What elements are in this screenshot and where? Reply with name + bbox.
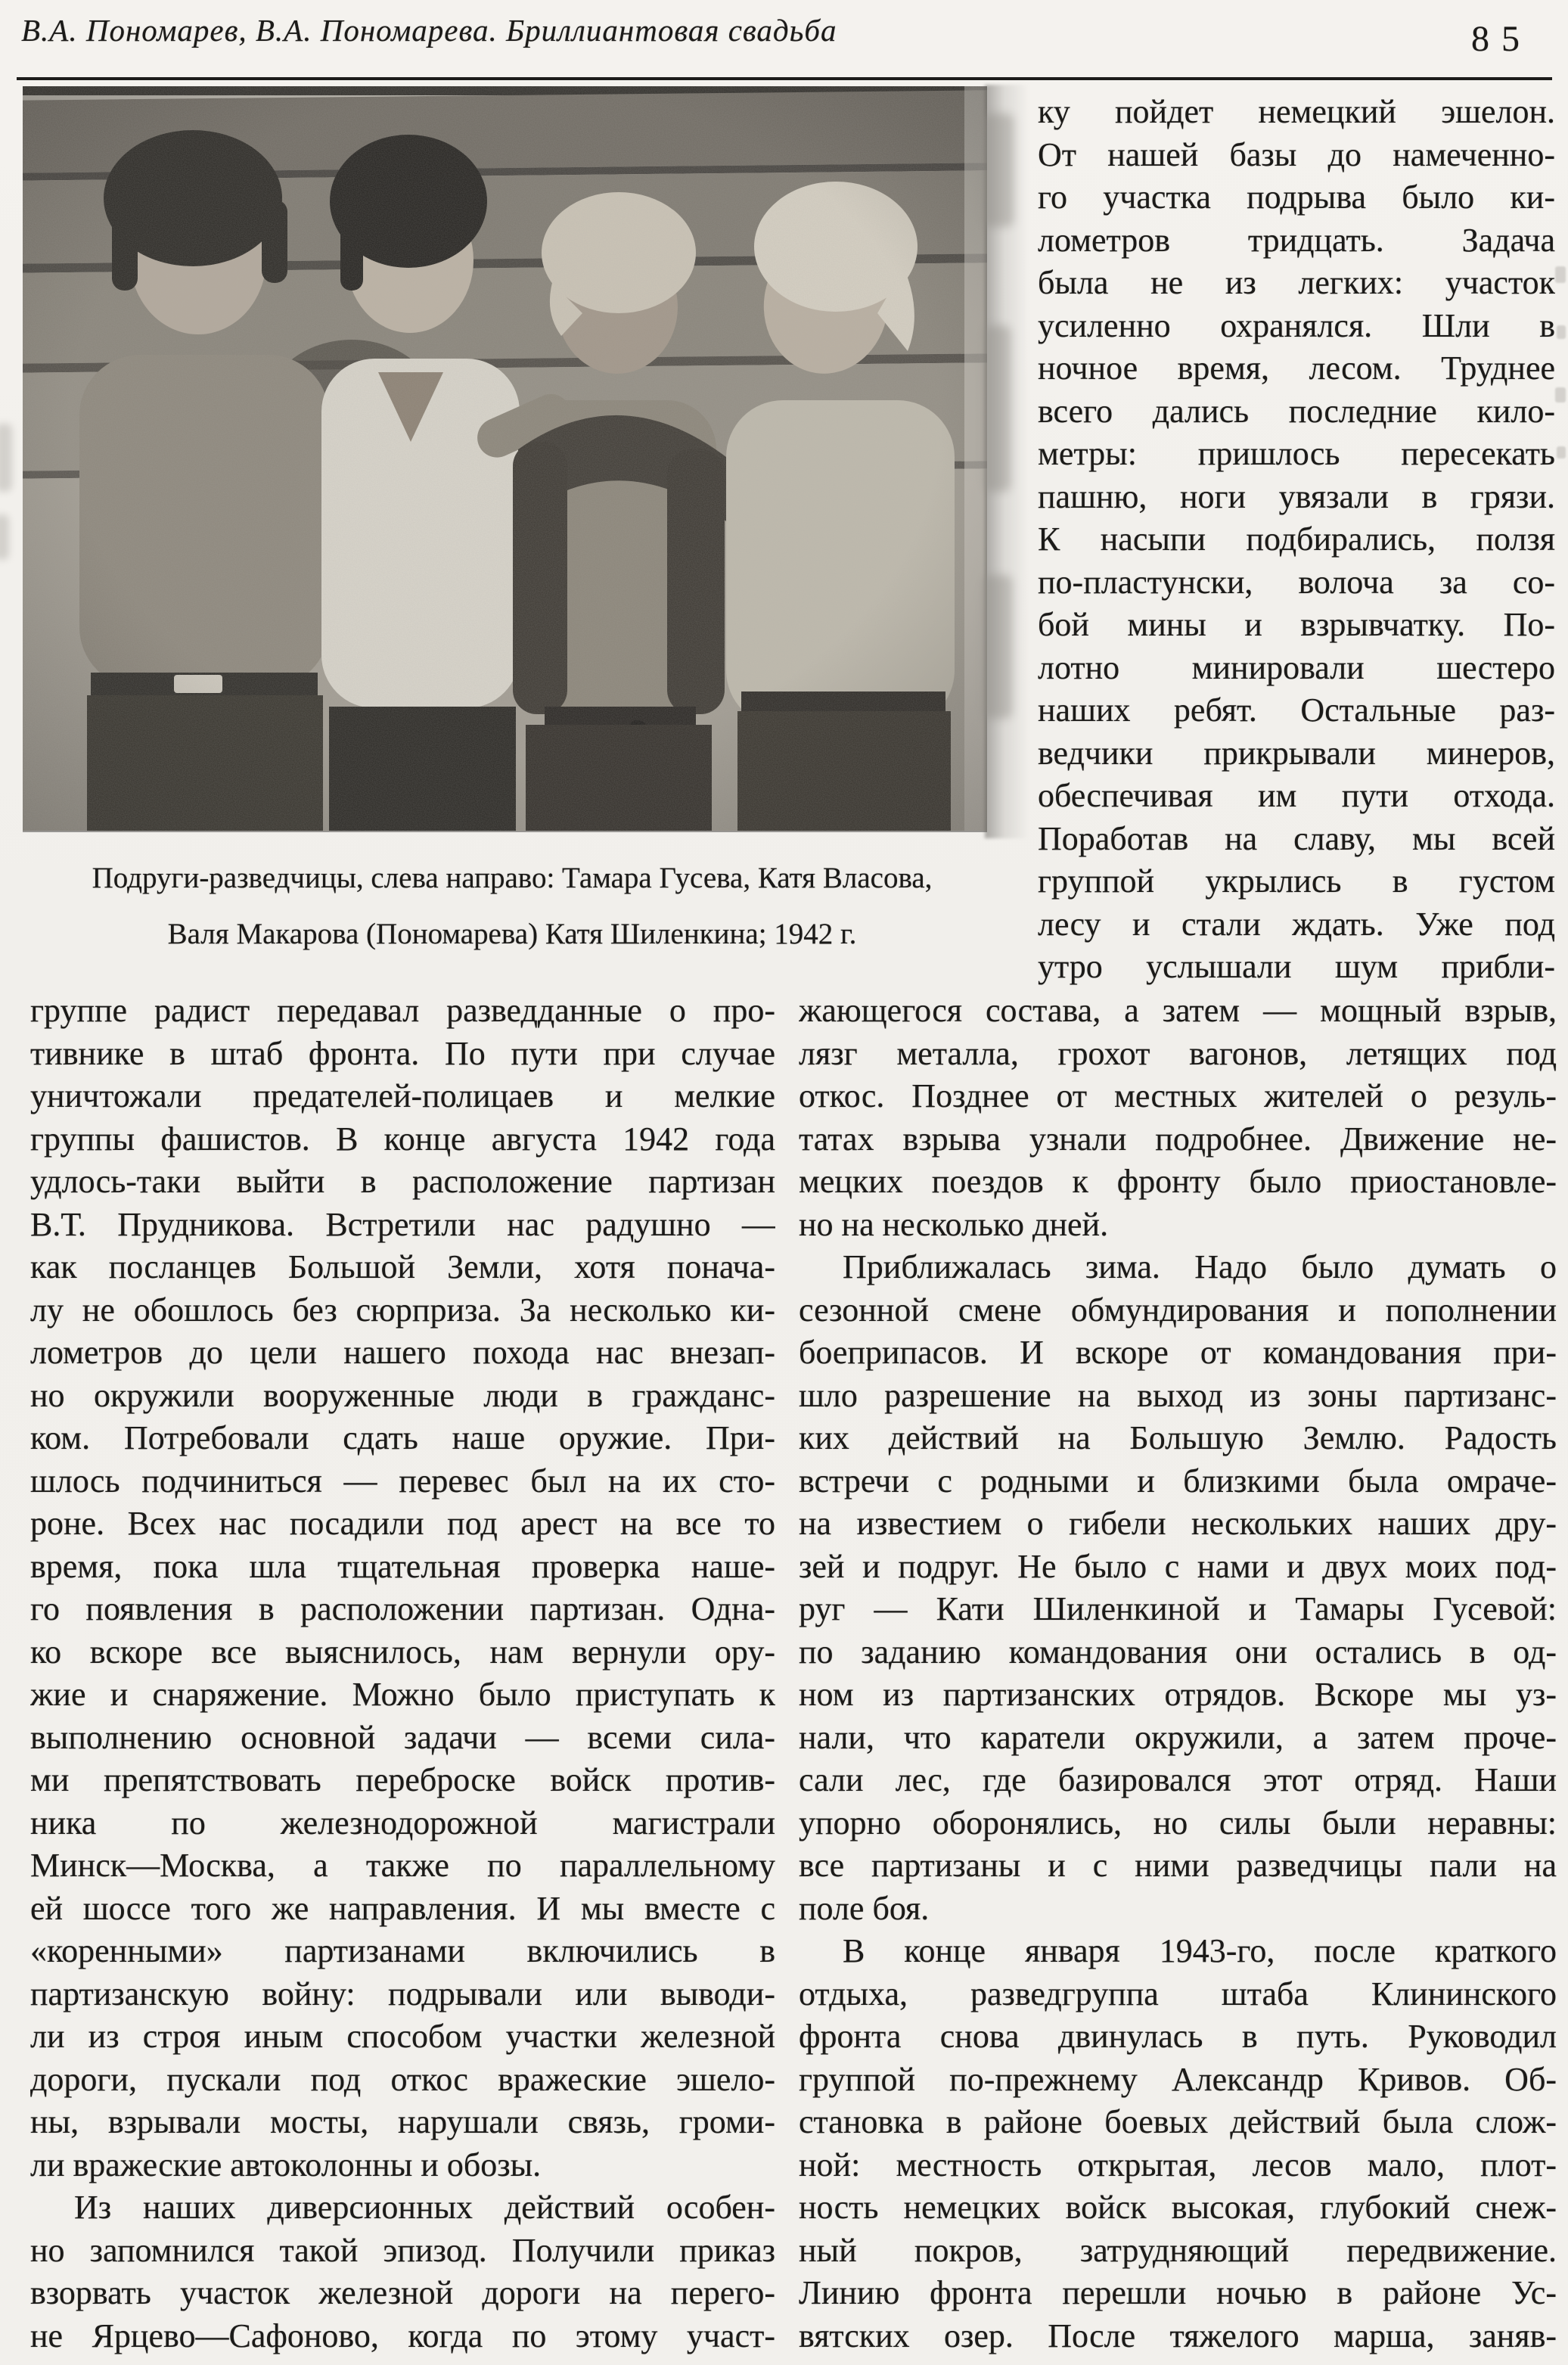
paragraph [30, 990, 775, 2186]
text-line: на известием о гибели нескольких наших дру- [799, 1505, 1557, 1542]
scan-artifact [1557, 325, 1566, 339]
photo [23, 86, 987, 831]
paragraph [30, 2186, 775, 2357]
text-line: ночное время, лесом. Труднее [1038, 350, 1555, 387]
text-line: сезонной смене обмундирования и пополнении [799, 1291, 1557, 1329]
photo-caption [27, 850, 997, 962]
text-line: ны, взрывали мосты, нарушали связь, громи- [30, 2103, 775, 2140]
text-line: тивнике в штаб фронта. По пути при случае [30, 1034, 775, 1072]
text-line: роне. Всех нас посадили под арест на все то [30, 1505, 775, 1542]
text-line: время, пока шла тщательная проверка наше- [30, 1547, 775, 1585]
text-line: го появления в расположении партизан. Одна- [30, 1590, 775, 1627]
text-line: упорно оборонялись, но силы были неравны: [799, 1804, 1557, 1841]
text-line: метры: пришлось пересекать [1038, 435, 1555, 472]
text-line: ком. Потребовали сдать наше оружие. При- [30, 1419, 775, 1456]
text-line: ность немецких войск высокая, глубокий снеж- [799, 2189, 1557, 2226]
scan-artifact [983, 113, 1014, 227]
text-line: но окружили вооруженные люди в гражданс- [30, 1376, 775, 1414]
text-line: шлось подчиниться — перевес был на их сто- [30, 1462, 775, 1499]
text-line: К насыпи подбирались, ползя [1038, 521, 1555, 558]
text-line: ких действий на Большую Землю. Радость [799, 1419, 1557, 1456]
text-line: лометров тридцать. Задача [1038, 221, 1555, 259]
text-line: В.Т. Прудникова. Встретили нас радушно — [30, 1205, 775, 1243]
text-line: партизанскую войну: подрывали или выводи- [30, 1975, 775, 2012]
paragraph [799, 1930, 1557, 2357]
text-line: мецких поездов к фронту было приостановле- [799, 1163, 1557, 1200]
text-line: но на несколько дней. [799, 1205, 1109, 1243]
text-line: жие и снаряжение. Можно было приступать к [30, 1676, 775, 1713]
text-line: не Ярцево—Сафоново, когда по этому участ- [30, 2317, 775, 2354]
text-line: все партизаны и с ними разведчицы пали на [799, 1847, 1557, 1884]
paragraph [799, 990, 1557, 1246]
column-left [30, 990, 775, 2357]
text-line: лу не обошлось без сюрприза. За несколько ки- [30, 1291, 775, 1329]
scan-artifact [0, 424, 12, 492]
text-line: ном из партизанских отрядов. Вскоре мы уз- [799, 1676, 1557, 1713]
page-number: 85 [1471, 19, 1532, 59]
text-line: ной: местность открытая, лесов мало, плот- [799, 2146, 1557, 2183]
text-line: уничтожали предателей-полицаев и мелкие [30, 1077, 775, 1114]
text-line: пашню, ноги увязали в грязи. [1038, 477, 1555, 515]
text-line: В конце января 1943-го, после краткого [843, 1932, 1557, 1969]
text-line: Приближалась зима. Надо было думать о [843, 1248, 1557, 1285]
text-line: сали лес, где базировался этот отряд. Наши [799, 1761, 1557, 1798]
text-line: ведчики прикрывали минеров, [1038, 734, 1555, 772]
text-line: группой укрылись в густом [1038, 862, 1555, 900]
text-line: встречи с родными и близкими была омраче- [799, 1462, 1557, 1499]
scan-artifact [983, 575, 1012, 719]
text-line: ный покров, затрудняющий передвижение. [799, 2231, 1557, 2269]
partisan-women-photo [23, 86, 987, 831]
scan-artifact [1555, 387, 1566, 402]
text-line: От нашей базы до намеченно- [1038, 135, 1555, 173]
text-line: была не из легких: участок [1038, 264, 1555, 301]
text-line: ко вскоре все выяснилось, нам вернули ору- [30, 1633, 775, 1670]
text-line: становка в районе боевых действий была слож- [799, 2103, 1557, 2140]
text-line: выполнению основной задачи — всеми сила- [30, 1718, 775, 1756]
text-line: Минск—Москва, а также по параллельному [30, 1847, 775, 1884]
text-line: боеприпасов. И вскоре от командования при- [799, 1334, 1557, 1371]
scan-artifact [1555, 266, 1566, 283]
text-line: лязг металла, грохот вагонов, летящих под [799, 1034, 1557, 1072]
scan-artifact [985, 325, 1011, 492]
column-right-wide [799, 990, 1557, 2357]
header-rule [17, 77, 1552, 80]
text-line: лометров до цели нашего похода нас внезап- [30, 1334, 775, 1371]
text-line: Поработав на славу, мы всей [1038, 819, 1555, 857]
text-line: группы фашистов. В конце августа 1942 года [30, 1120, 775, 1158]
text-line: утро услышали шум прибли- [1038, 948, 1555, 985]
text-line: дороги, пускали под откос вражеские эшело- [30, 2060, 775, 2098]
text-line: го участка подрыва было ки- [1038, 179, 1555, 216]
text-line: «коренными» партизанами включились в [30, 1932, 775, 1969]
text-line: откос. Позднее от местных жителей о резуль- [799, 1077, 1557, 1114]
text-line: удлось-таки выйти в расположение партизан [30, 1163, 775, 1200]
text-line: жающегося состава, а затем — мощный взрыв, [799, 992, 1557, 1029]
paragraph [799, 1246, 1557, 1930]
paragraph [1038, 91, 1555, 989]
text-line: взорвать участок железной дороги на перего- [30, 2274, 775, 2311]
text-line: группой по-прежнему Александр Кривов. Об- [799, 2060, 1557, 2098]
text-line: ника по железнодорожной магистрали [30, 1804, 775, 1841]
text-line: зей и подруг. Не было с нами и двух моих под- [799, 1547, 1557, 1585]
column-right-narrow [1038, 91, 1555, 989]
text-line: как посланцев Большой Земли, хотя понача- [30, 1248, 775, 1285]
text-line: вятских озер. После тяжелого марша, заняв- [799, 2317, 1557, 2354]
text-line: всего дались последние кило- [1038, 392, 1555, 430]
text-line: группе радист передавал разведданные о про- [30, 992, 775, 1029]
text-line: шло разрешение на выход из зоны партизанс- [799, 1376, 1557, 1414]
text-line: поле боя. [799, 1889, 930, 1927]
text-line: усиленно охранялся. Шли в [1038, 306, 1555, 344]
scan-artifact [0, 514, 9, 560]
text-line: Линию фронта перешли ночью в районе Ус- [799, 2274, 1557, 2311]
text-line: ли из строя иным способом участки железной [30, 2018, 775, 2055]
text-line: ми препятствовать переброске войск против- [30, 1761, 775, 1798]
running-head-title: В.А. Пономарев, В.А. Пономарева. Бриллиантовая свадьба [21, 13, 837, 48]
text-line: по заданию командования они остались в од- [799, 1633, 1557, 1670]
text-line: отдыха, разведгруппа штаба Клининского [799, 1975, 1557, 2012]
text-line: бой мины и взрывчатку. По- [1038, 606, 1555, 643]
text-line: лесу и стали ждать. Уже под [1038, 905, 1555, 943]
text-line: наших ребят. Остальные раз- [1038, 691, 1555, 729]
text-line: но запомнился такой эпизод. Получили приказ [30, 2231, 775, 2269]
text-line: фронта снова двинулась в путь. Руководил [799, 2018, 1557, 2055]
text-line: руг — Кати Шиленкиной и Тамары Гусевой: [799, 1590, 1557, 1627]
text-line: ей шоссе того же направления. И мы вместе с [30, 1889, 775, 1927]
caption-line: Подруги-разведчицы, слева направо: Тамара Гусева, Катя Власова, [92, 862, 933, 894]
text-line: ку пойдет немецкий эшелон. [1038, 93, 1555, 130]
text-line: по-пластунски, волоча за со- [1038, 563, 1555, 601]
text-line: нали, что каратели окружили, а затем проче- [799, 1718, 1557, 1756]
text-line: татах взрыва узнали подробнее. Движение не- [799, 1120, 1557, 1158]
text-line: ли вражеские автоколонны и обозы. [30, 2146, 542, 2183]
caption-line: Валя Макарова (Пономарева) Катя Шиленкина; 1942 г. [167, 918, 857, 950]
text-line: Из наших диверсионных действий особен- [74, 2189, 775, 2226]
text-line: лотно минировали шестеро [1038, 648, 1555, 686]
scan-artifact [1557, 446, 1566, 458]
text-line: обеспечивая им пути отхода. [1038, 777, 1555, 814]
